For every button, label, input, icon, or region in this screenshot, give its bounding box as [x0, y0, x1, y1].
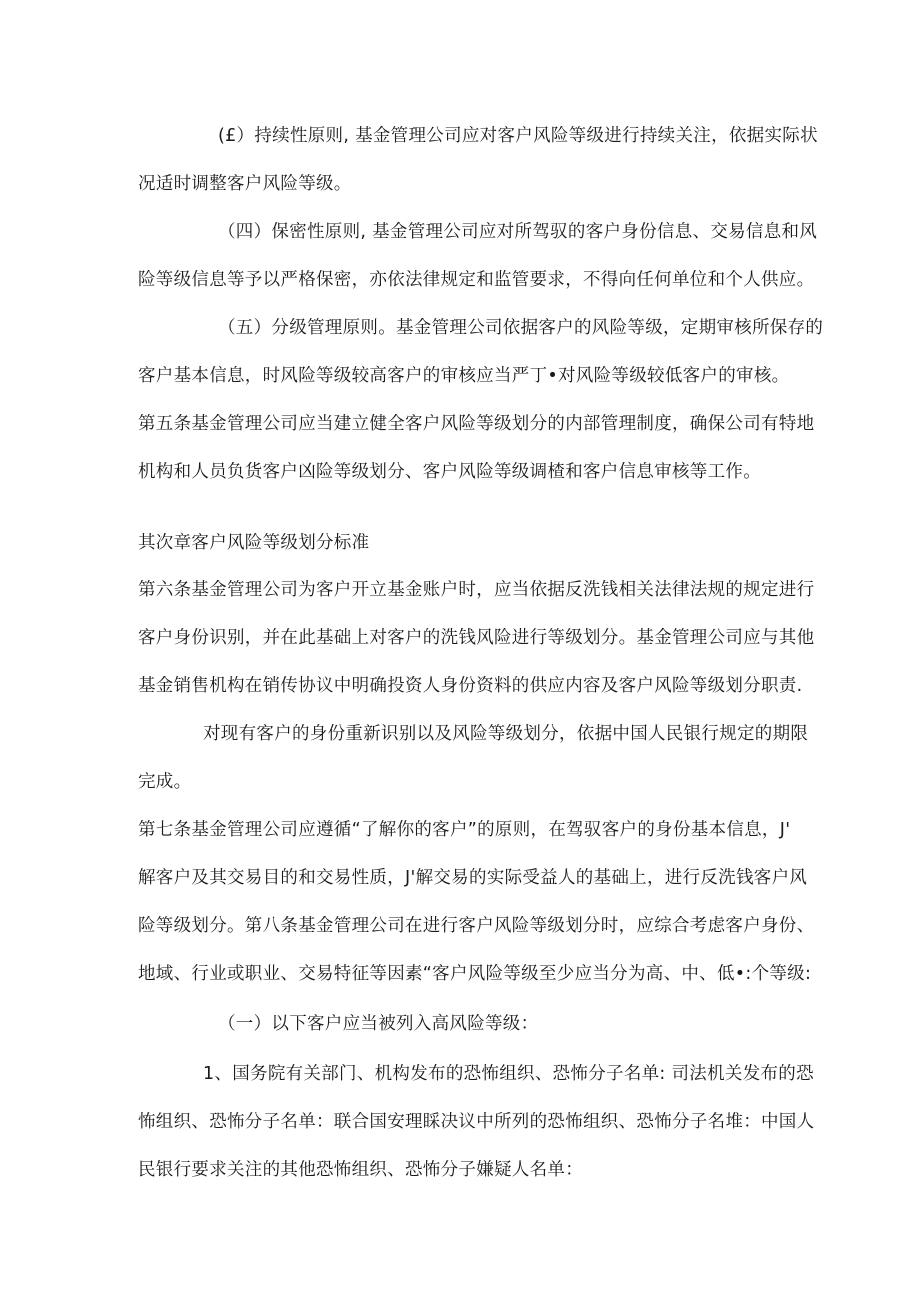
- chapter-heading: 其次章客户风险等级划分标准: [138, 533, 370, 553]
- text-line: 对现有客户的身份重新识别以及风险等级划分，依据中国人民银行规定的期限: [203, 724, 809, 744]
- text-line: 地域、行业或职业、交易特征等因素“客户风险等级至少应当分为高、中、低•:个等级:: [138, 964, 812, 984]
- text-line: 第七条基金管理公司应遵循“了解你的客户”的原则，在驾驭客户的身份基本信息，J': [138, 820, 791, 840]
- text-line: 解客户及其交易目的和交易性质，J'解交易的实际受益人的基础上，进行反洗钱客户风: [138, 868, 808, 888]
- text-line: 第六条基金管理公司为客户开立基金账户时，应当依据反洗钱相关法律法规的规定进行: [138, 580, 815, 600]
- text-line: 况适时调整客户风险等级。: [138, 174, 352, 194]
- text-line: (£）持续性原则, 基金管理公司应对客户风险等级进行持续关注，依据实际状: [218, 126, 818, 146]
- text-line: （一）以下客户应当被列入高风险等级：: [218, 1014, 539, 1034]
- text-line: 1、国务院有关部门、机构发布的恐怖组织、恐怖分子名单: 司法机关发布的恐: [203, 1064, 814, 1084]
- text-line: （五）分级管理原则。基金管理公司依据客户的风险等级，定期审核所保存的: [218, 318, 824, 338]
- text-line: 客户基本信息，时风险等级较高客户的审核应当严丁•对风险等级较低客户的审核。: [138, 366, 790, 386]
- text-line: 完成。: [138, 772, 192, 792]
- text-line: 机构和人员负货客户凶险等级划分、客户风险等级调楂和客户信息审核等工作。: [138, 462, 761, 482]
- text-line: 客户身份识别，并在此基础上对客户的洗钱风险进行等级划分。基金管理公司应与其他: [138, 628, 815, 648]
- text-line: （四）保密性原则, 基金管理公司应对所驾驭的客户身份信息、交易信息和风: [218, 222, 818, 242]
- text-line: 险等级信息等予以严格保密，亦依法律规定和监管要求，不得向任何单位和个人供应。: [138, 270, 815, 290]
- text-line: 民银行要求关注的其他恐怖组织、恐怖分子嫌疑人名单：: [138, 1160, 583, 1180]
- text-line: 第五条基金管理公司应当建立健全客户风险等级划分的内部管理制度，确保公司有特地: [138, 414, 815, 434]
- text-line: 险等级划分。第八条基金管理公司在进行客户风险等级划分时，应综合考虑客户身份、: [138, 916, 815, 936]
- text-line: 怖组织、恐怖分子名单：联合国安理睬决议中所列的恐怖组织、恐怖分子名堆：中国人: [138, 1112, 815, 1132]
- text-line: 基金销售机构在销传协议中明确投资人身份资料的供应内容及客户风险等级划分职责.: [138, 676, 803, 696]
